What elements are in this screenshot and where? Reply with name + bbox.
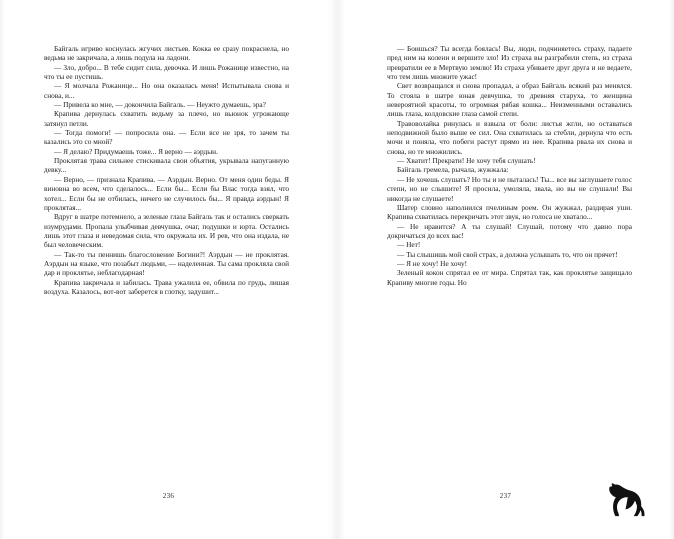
paragraph: Шатер словно наполнился пчелиным роем. Он жужжал, раздирая уши. Крапива схватилась перекричать этот звук, но голоса не хватало... <box>387 202 632 222</box>
paragraph: Вдруг в шатре потемнело, а зеленые глаза Байгаль так и остались сверкать изумрудами. Пропала улыбчивая девчушка, очаг, подушки и юрта. Остались лишь этот глаза и неведомая сила, что окружала их. И рев, что она издала, не был человеческим. <box>44 212 289 250</box>
body-text-left <box>44 44 289 474</box>
paragraph: — Я молчала Рожанице... Но она оказалась меня! Испытывала снова и снова, и... <box>44 81 289 100</box>
paragraph: — Не хочешь слушать? Но ты и не пыталась! Ты... все вы заглушаете голос степи, но не слышите! Я просила, умоляла, звала, но вы не слушали! Вы никогда не слушаете! <box>387 174 632 203</box>
paragraph: — Привела ко мне, — докончила Байгаль. — Неужто думаешь, эра? <box>54 100 266 110</box>
paragraph: Крапива закричала и забилась. Трава ужалила ее, обвила по грудь, лишая воздуха. Казалось, вот-вот заберется в глотку, задушит... <box>44 277 289 296</box>
paragraph: Байгаль игриво коснулась жгучих листьев. Кокка ее сразу покраснела, но ведьма не закричала, а лишь подула на ладони. <box>44 44 289 63</box>
paragraph: Байгаль гремела, рычала, жужжала: <box>397 165 509 175</box>
paragraph: — Нет! <box>397 240 421 250</box>
paragraph: Проклятая трава сильнее стискивала свои объятия, укрывала напуганную девку... <box>44 156 289 175</box>
page-right <box>337 0 674 539</box>
paragraph: Крапива дернулась схватить ведьму за плечо, но вьюнок угрожающе затянул петли. <box>44 109 289 128</box>
page-edge-right <box>669 0 674 539</box>
paragraph: Свет возвращался и снова пропадал, а образ Байгаль всякий раз менялся. То стояла в шатре юная девчушка, то древняя старуха, то женщина невероятной красоты, то огромная рябая кошка... Неизменными оставались лишь глаза, колдовские глаза самой степи. <box>387 81 632 119</box>
horse-emblem-icon <box>602 483 648 517</box>
body-text-right <box>387 44 632 474</box>
paragraph: — Я не хочу! Не хочу! <box>397 258 468 268</box>
page-number-right: 237 <box>499 492 512 500</box>
paragraph: — Ты слышишь мой свой страх, а должна услышать то, что он прячет! <box>397 249 618 259</box>
paragraph: — Верно, — признала Крапива. — Аэрдын. Верно. От меня один беды. Я виновна во всем, что сделалось... Если бы... Если бы Влас тогда взял, что хотел... Если бы не отбилась, ничего не случилось бы... Я правда аэрдын! Я проклятая... <box>44 174 289 212</box>
paragraph: Травоволайка ринулась и взвыла от боли: листья жгли, но оставаться неподвижной было выше ее сил. Она схватилась за стебли, дернула что есть мочи и поняла, что побеги растут прямо из нее. Крапива рвала их снова и снова, но те множились. <box>387 118 632 156</box>
paragraph: — Боишься? Ты всегда боялась! Вы, люди, подчиняетесь страху, падаете пред ним на колени и вершите зло! Из страха вы разграбили степь, из страха превратили ее в Мертвую землю! Из страха убиваете друг друга и не ведаете, что тем лишь множите ужас! <box>387 44 632 82</box>
paragraph: — Тогда помоги! — попросила она. — Если все не зря, то зачем ты казались это со мной? <box>44 128 289 147</box>
page-number-left: 236 <box>162 492 175 500</box>
paragraph: — Хватит! Прекрати! Не хочу тебя слушать! <box>397 156 536 166</box>
page-edge-left <box>0 0 5 539</box>
paragraph: — Зло, добро... В тебе сидит сила, девочка. И лишь Рожанице известно, на что ты ее пустишь. <box>44 62 289 82</box>
paragraph: — Я делаю? Придумаешь тоже... Я верно — аэрдын. <box>54 146 218 156</box>
paragraph: — Не нравится? А ты слушай! Слушай, потому что давно пора докричаться до всех вас! <box>387 221 632 240</box>
paragraph: Зеленый кокон спрятал ее от мира. Спрятал так, как проклятье защищало Крапиву многие годы. Но <box>387 268 632 287</box>
paragraph: — Так-то ты пеннишь благословение Богини?! Аэрдын — не проклятая. Аэрдын на языке, что позабыт людьми, — наделенная. Ты сама прокляла свой дар и проклятье, неблагодарная! <box>44 249 289 278</box>
